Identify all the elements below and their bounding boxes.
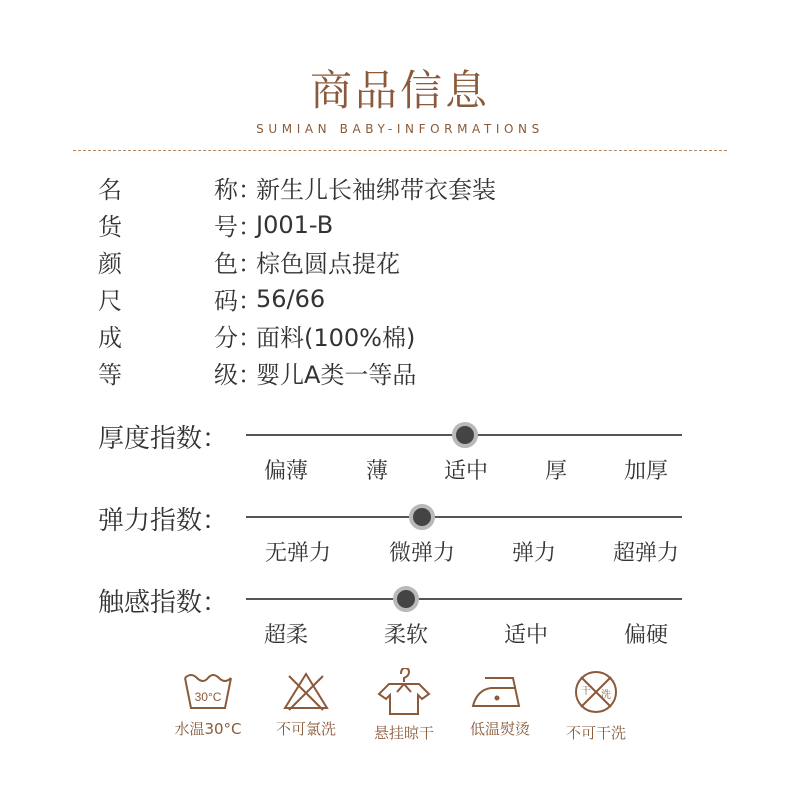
info-key-char: 成: [98, 324, 122, 352]
elasticity-option: 无弹力: [264, 541, 332, 566]
care-label: 水温30°C: [174, 720, 242, 738]
info-value: 棕色圆点提花: [256, 250, 400, 278]
thickness-option: 适中: [443, 459, 489, 484]
thickness-option: 厚: [544, 459, 568, 484]
care-instructions: [0, 668, 800, 758]
touch-scale-knob: [393, 586, 419, 612]
elasticity-option: 超弹力: [612, 541, 680, 566]
elasticity-option: 弹力: [511, 541, 557, 566]
page-title: 商品信息: [309, 66, 490, 115]
info-value: 新生儿长袖绑带衣套装: [256, 176, 496, 204]
info-key-char: 色: [214, 250, 238, 278]
info-row-size: [98, 280, 496, 317]
info-key: [98, 318, 238, 353]
thickness-index-label: 厚度指数：: [98, 424, 229, 454]
touch-option: 适中: [503, 623, 549, 648]
info-colon: ：: [238, 176, 262, 204]
no-bleach-icon: [279, 668, 333, 712]
info-key-char: 称: [214, 176, 238, 204]
care-label: 不可氯洗: [275, 720, 336, 738]
info-value: 面料(100%棉): [256, 324, 416, 352]
page-subtitle: SUMIAN BABY-INFORMATIONS: [256, 122, 544, 136]
info-key-char: 分: [214, 324, 238, 352]
care-item-iron: [445, 668, 555, 739]
info-row-grade: [98, 354, 496, 391]
thickness-scale-knob: [452, 422, 478, 448]
info-colon: ：: [238, 324, 262, 352]
info-value: 56/66: [256, 284, 326, 313]
thickness-option: 加厚: [623, 459, 669, 484]
wash-temp-text: 30°C: [194, 690, 222, 704]
info-colon: ：: [238, 213, 262, 241]
info-row-material: [98, 317, 496, 354]
info-colon: ：: [238, 287, 262, 315]
care-item-wash: [153, 668, 263, 739]
info-key-char: 颜: [98, 250, 122, 278]
info-key: [98, 355, 238, 390]
info-key-char: 码: [214, 287, 238, 315]
care-label: 不可干洗: [565, 724, 626, 742]
no-dry-clean-icon: [569, 668, 623, 716]
thickness-option: 薄: [365, 459, 389, 484]
care-label: 悬挂晾干: [373, 724, 434, 742]
touch-scale-line: [246, 598, 682, 600]
info-key-char: 尺: [98, 287, 122, 315]
info-key: [98, 207, 238, 242]
hang-dry-icon: [377, 668, 431, 716]
care-label: 低温熨烫: [469, 720, 530, 738]
elasticity-scale-knob: [409, 504, 435, 530]
care-item-no-bleach: [251, 668, 361, 739]
dashed-divider: [73, 150, 727, 151]
info-key: [98, 170, 238, 205]
info-value: J001-B: [256, 210, 334, 239]
info-list: [98, 169, 496, 391]
no-dry-clean-text-right: 洗: [601, 690, 611, 701]
thickness-option: 偏薄: [263, 459, 309, 484]
touch-index-label: 触感指数：: [98, 588, 229, 618]
elasticity-scale-line: [246, 516, 682, 518]
info-key-char: 等: [98, 361, 122, 389]
care-item-no-dry-clean: [541, 668, 651, 743]
info-row-sku: [98, 206, 496, 243]
elasticity-option: 微弹力: [388, 541, 456, 566]
touch-option: 柔软: [383, 623, 429, 648]
low-iron-icon: [469, 668, 531, 712]
info-key-char: 号: [214, 213, 238, 241]
info-key-char: 级: [214, 361, 238, 389]
info-colon: ：: [238, 361, 262, 389]
info-value: 婴儿A类一等品: [256, 361, 417, 389]
info-key: [98, 244, 238, 279]
touch-option: 偏硬: [623, 623, 669, 648]
elasticity-index-label: 弹力指数：: [98, 506, 229, 536]
info-colon: ：: [238, 250, 262, 278]
touch-option: 超柔: [263, 623, 309, 648]
no-dry-clean-text-left: 干: [581, 686, 591, 697]
wash-30-icon: [181, 668, 235, 712]
info-row-color: [98, 243, 496, 280]
care-item-hang-dry: [349, 668, 459, 743]
info-key: [98, 281, 238, 316]
info-key-char: 货: [98, 213, 122, 241]
info-row-name: [98, 169, 496, 206]
info-key-char: 名: [98, 176, 122, 204]
